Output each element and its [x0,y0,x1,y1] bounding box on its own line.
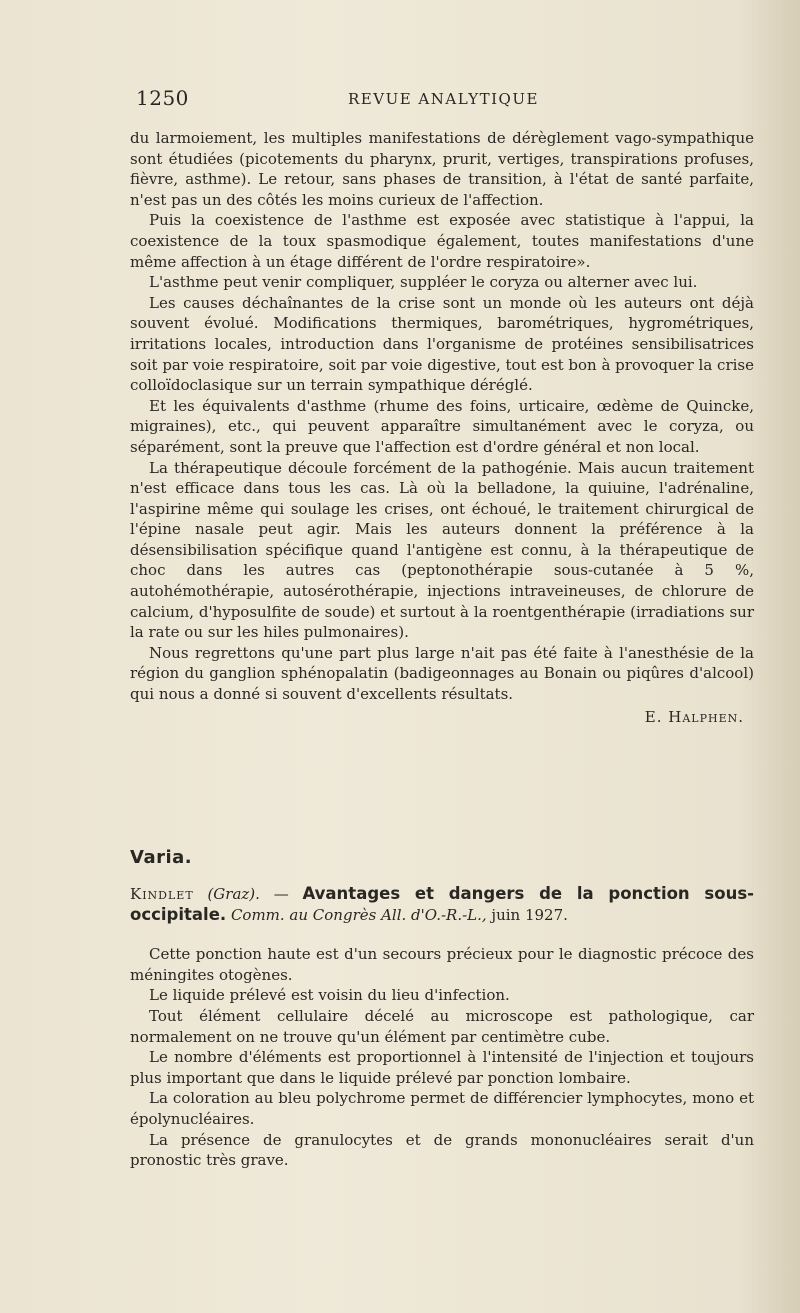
paragraph: Et les équivalents d'asthme (rhume des foins, urticaire, œdème de Quincke, migraines), etc., qui peuvent apparaître simultanément avec le coryza, ou séparément, sont la preuve que l'affection est d'ordre général et non local. [130,396,754,456]
running-title: REVUE ANALYTIQUE [348,90,539,108]
paragraph: Nous regrettons qu'une part plus large n'ait pas été faite à l'anesthésie de la région du ganglion sphénopalatin (badigeonnages au Bonain ou piqûres d'alcool) qui nous a donné si souvent d'excellents résultats. [130,643,754,704]
article-title: Avantages et dangers de la ponction sous-occipitale. [130,884,754,924]
article-date: juin 1927. [486,905,568,924]
article-source: Comm. au Congrès All. d'O.-R.-L., [230,905,487,924]
paragraph: Le liquide prélevé est voisin du lieu d'infection. [149,986,510,1005]
paragraph: La coloration au bleu polychrome permet de différencier lymphocytes, mono et épolynucléaires. [130,1089,754,1128]
article-author: Kindlet [130,885,194,903]
paragraph: Le nombre d'éléments est proportionnel à l'intensité de l'injection et toujours plus important que dans le liquide prélevé par ponction lombaire. [130,1048,754,1087]
page-number: 1250 [136,86,189,110]
article-dash: — [259,885,303,903]
paragraph: Cette ponction haute est d'un secours précieux pour le diagnostic précoce des méningites otogènes. [130,945,754,984]
section-heading: Varia. [130,847,193,868]
paragraph: du larmoiement, les multiples manifestations de dérèglement vago-sympathique sont étudiées (picotements du pharynx, prurit, vertiges, transpirations profuses, fièvre, asthme). Le retour, sans phases de transition, à l'état de santé parfaite, n'est pas un des côtés les moins curieux de l'affection. [130,129,754,209]
paragraph: Puis la coexistence de l'asthme est exposée avec statistique à l'appui, la coexistence de la toux spasmodique également, toutes manifestations d'une même affection à un étage différent de l'ordre respiratoire». [130,211,754,271]
article-body-new [130,884,754,1171]
author-signature: E. Halphen. [644,707,744,726]
article-reference [130,884,754,925]
article-location: (Graz). [207,885,260,903]
paragraph: La présence de granulocytes et de grands mononucléaires serait d'un pronostic très grave. [130,1130,754,1170]
paragraph: Les causes déchaînantes de la crise sont un monde où les auteurs ont déjà souvent évolué. Modifications thermiques, barométriques, hygrométriques, irritations locales, introduction dans l'organisme de protéines sensibilisatrices soit par voie respiratoire, soit par voie digestive, tout est bon à provoquer la crise colloïdoclasique sur un terrain sympathique déréglé. [130,293,754,395]
paragraph: L'asthme peut venir compliquer, suppléer le coryza ou alterner avec lui. [149,273,698,292]
paragraph: Tout élément cellulaire décelé au microscope est pathologique, car normalement on ne trouve qu'un élément par centimètre cube. [130,1006,754,1046]
article-body-continued [130,128,754,727]
page-header [136,86,756,116]
paragraph: La thérapeutique découle forcément de la pathogénie. Mais aucun traitement n'est efficace dans tous les cas. Là où la belladone, la quiuine, l'adrénaline, l'aspirine même qui soulage les crises, ont échoué, le traitement chirurgical de l'épine nasale peut agir. Mais les auteurs donnent la préférence à la désensibilisation spécifique quand l'antigène est connu, à la thérapeutique de choc dans les autres cas (peptonothérapie sous-cutanée à 5 %, autohémothérapie, autosérothérapie, injections intraveineuses, de chlorure de calcium, d'hyposulfite de soude) et surtout à la roentgenthérapie (irradiations sur la rate ou sur les hiles pulmonaires). [130,458,754,642]
